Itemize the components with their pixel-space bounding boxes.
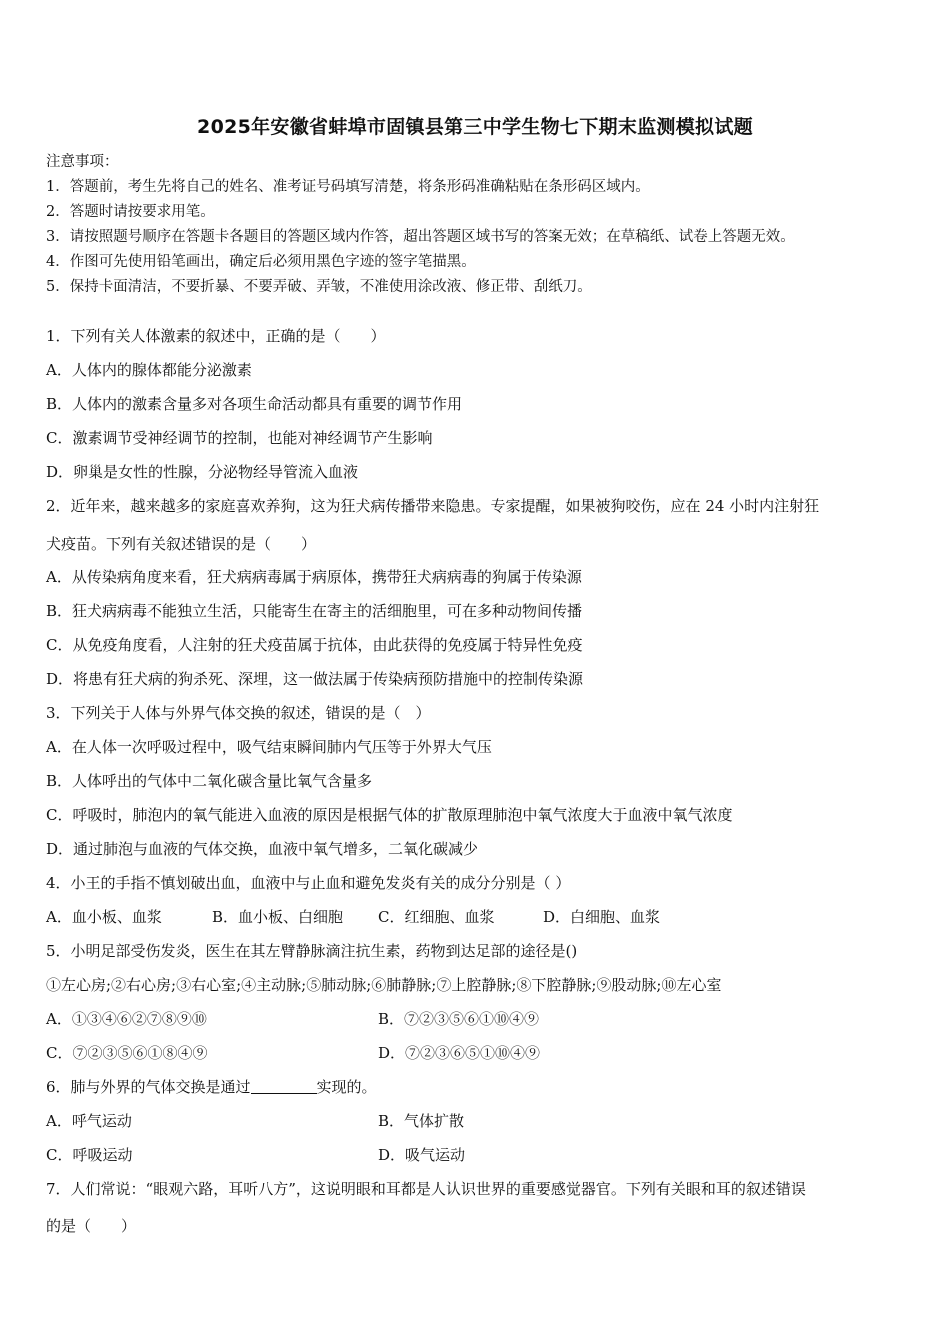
option-c: C．从免疫角度看，人注射的狂犬疫苗属于抗体，由此获得的免疫属于特异性免疫 (46, 636, 583, 654)
question-stem-cont: 的是（ ） (46, 1217, 137, 1235)
question-stem: 5．小明足部受伤发炎，医生在其左臂静脉滴注抗生素，药物到达足部的途径是() (46, 942, 578, 960)
question-stem: 4．小王的手指不慎划破出血，血液中与止血和避免发炎有关的成分分别是（ ） (46, 874, 571, 892)
notice-item: 5．保持卡面清洁，不要折暴、不要弄破、弄皱，不准使用涂改液、修正带、刮纸刀。 (46, 279, 592, 295)
option-b: B．气体扩散 (378, 1112, 465, 1130)
option-d: D．吸气运动 (378, 1146, 466, 1164)
notice-heading: 注意事项： (46, 154, 119, 170)
option-c: C．⑦②③⑤⑥①⑧④⑨ (46, 1044, 208, 1062)
question-stem-cont: 犬疫苗。下列有关叙述错误的是（ ） (46, 535, 317, 553)
option-d: D．白细胞、血浆 (543, 908, 661, 926)
stem-text: 实现的。 (316, 1078, 377, 1096)
notice-item: 2．答题时请按要求用笔。 (46, 204, 215, 220)
page-title: 2025年安徽省蚌埠市固镇县第三中学生物七下期末监测模拟试题 (197, 116, 753, 138)
option-d: D．通过肺泡与血液的气体交换，血液中氧气增多，二氧化碳减少 (46, 840, 479, 858)
option-a: A．血小板、血浆 (46, 908, 162, 926)
question-stem: 1．下列有关人体激素的叙述中，正确的是（ ） (46, 327, 386, 345)
question-stem: 7．人们常说：“眼观六路，耳听八方”，这说明眼和耳都是人认识世界的重要感觉器官。下列有关眼和耳的叙述错误 (46, 1180, 806, 1198)
question-stem: 2．近年来，越来越多的家庭喜欢养狗，这为狂犬病传播带来隐患。专家提醒，如果被狗咬伤，应在 24 小时内注射狂 (46, 497, 820, 515)
option-d: D．卵巢是女性的性腺，分泌物经导管流入血液 (46, 463, 359, 481)
question-stem: 3．下列关于人体与外界气体交换的叙述，错误的是（ ） (46, 704, 431, 722)
option-b: B．人体内的激素含量多对各项生命活动都具有重要的调节作用 (46, 395, 463, 413)
option-c: C．呼吸运动 (46, 1146, 133, 1164)
option-d: D．将患有狂犬病的狗杀死、深埋，这一做法属于传染病预防措施中的控制传染源 (46, 670, 584, 688)
option-b: B．人体呼出的气体中二氧化碳含量比氧气含量多 (46, 772, 373, 790)
notice-item: 4．作图可先使用铅笔画出，确定后必须用黑色字迹的签字笔描黑。 (46, 254, 476, 270)
answer-blank (251, 1079, 317, 1094)
option-b: B．血小板、白细胞 (212, 908, 344, 926)
question-stem (46, 1077, 377, 1097)
option-a: A．从传染病角度来看，狂犬病病毒属于病原体，携带狂犬病病毒的狗属于传染源 (46, 568, 582, 586)
notice-item: 3．请按照题号顺序在答题卡各题目的答题区域内作答，超出答题区域书写的答案无效；在草稿纸、试卷上答题无效。 (46, 229, 795, 245)
option-c: C．红细胞、血浆 (378, 908, 495, 926)
notice-item: 1．答题前，考生先将自己的姓名、准考证号码填写清楚，将条形码准确粘贴在条形码区域内。 (46, 179, 650, 195)
stem-text: 6．肺与外界的气体交换是通过 (46, 1078, 251, 1096)
structure-list: ①左心房;②右心房;③右心室;④主动脉;⑤肺动脉;⑥肺静脉;⑦上腔静脉;⑧下腔静脉;⑨股动脉;⑩左心室 (46, 976, 722, 994)
option-b: B．⑦②③⑤⑥①⑩④⑨ (378, 1010, 540, 1028)
option-c: C．激素调节受神经调节的控制，也能对神经调节产生影响 (46, 429, 433, 447)
option-a: A．呼气运动 (46, 1112, 132, 1130)
option-a: A．人体内的腺体都能分泌激素 (46, 361, 252, 379)
option-a: A．①③④⑥②⑦⑧⑨⑩ (46, 1010, 207, 1028)
option-b: B．狂犬病病毒不能独立生活，只能寄生在寄主的活细胞里，可在多种动物间传播 (46, 602, 583, 620)
option-c: C．呼吸时，肺泡内的氧气能进入血液的原因是根据气体的扩散原理肺泡中氧气浓度大于血液中氧气浓度 (46, 806, 733, 824)
option-d: D．⑦②③⑥⑤①⑩④⑨ (378, 1044, 541, 1062)
option-a: A．在人体一次呼吸过程中，吸气结束瞬间肺内气压等于外界大气压 (46, 738, 492, 756)
